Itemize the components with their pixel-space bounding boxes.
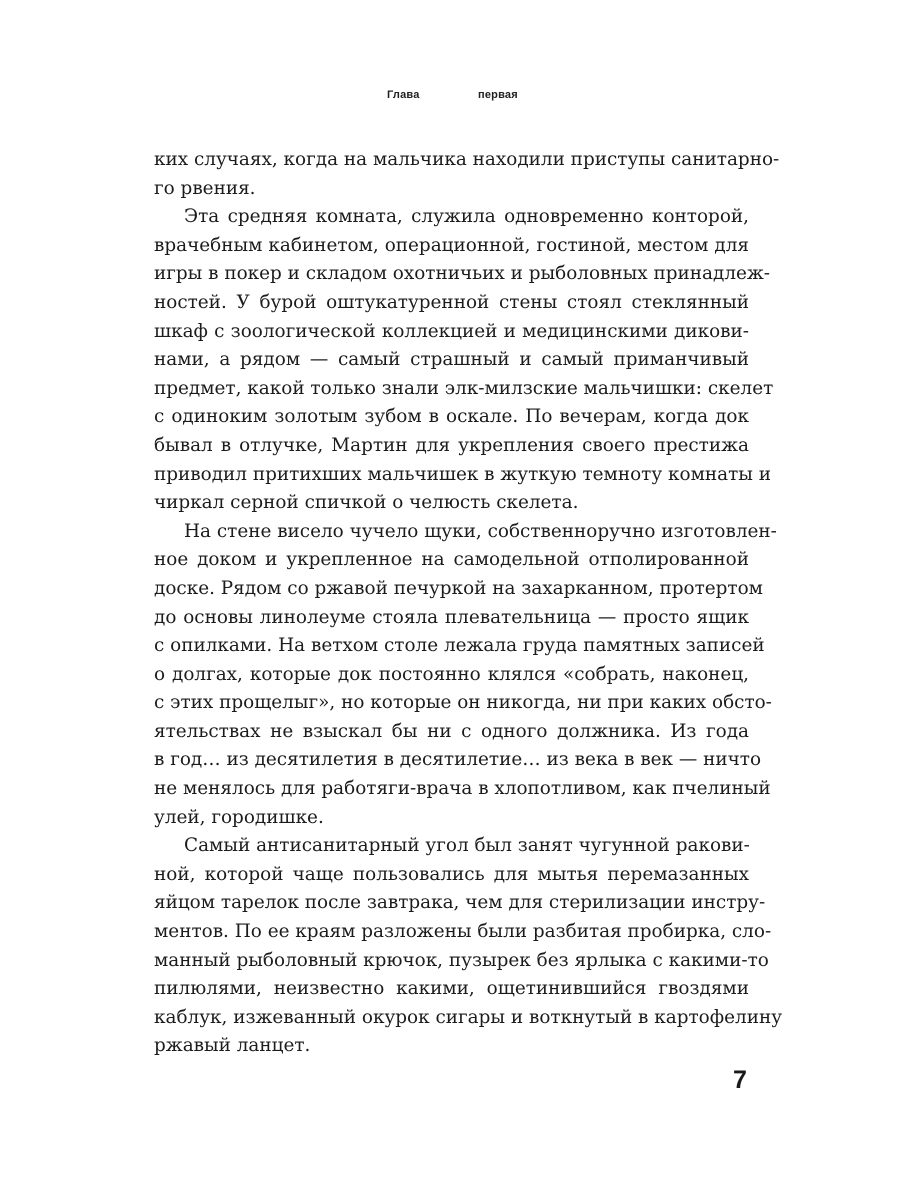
text-line: манный рыболовный крючок, пузырек без ярлыка с какими-то (154, 949, 769, 971)
text-line: в год… из десятилетия в десятилетие… из века в век — ничто (154, 749, 762, 771)
text-line: шкаф с зоологической коллекцией и медицинскими дикови- (154, 320, 749, 342)
body-text (154, 146, 783, 1061)
text-line: ностей. У бурой оштукатуренной стены стоял стеклянный (154, 291, 749, 313)
text-line: Эта средняя комната, служила одновременно конторой, (184, 206, 749, 228)
text-line: ких случаях, когда на мальчика находили приступы санитарно- (154, 149, 780, 170)
text-line: чиркал серной спичкой о челюсть скелета. (154, 492, 579, 514)
running-head-ordinal: первая (478, 89, 518, 101)
text-line: бывал в отлучке, Мартин для укрепления своего престижа (154, 434, 749, 456)
text-line: о долгах, которые док постоянно клялся «собрать, наконец, (154, 663, 749, 685)
text-line: каблук, изжеванный окурок сигары и воткнутый в картофелину (154, 1006, 783, 1028)
text-line: го рвения. (154, 177, 256, 199)
text-line: ржавый ланцет. (154, 1035, 311, 1057)
text-line: не менялось для работяги-врача в хлопотливом, как пчелиный (154, 778, 771, 800)
text-line: ное доком и укрепленное на самодельной отполированной (154, 549, 749, 571)
text-line: ной, которой чаще пользовались для мытья перемазанных (154, 863, 749, 885)
text-line: врачебным кабинетом, операционной, гостиной, местом для (154, 234, 749, 256)
text-line: до основы линолеуме стояла плевательница — просто ящик (154, 606, 749, 628)
text-line: игры в покер и складом охотничьих и рыболовных принадлеж- (154, 263, 771, 285)
text-line: Самый антисанитарный угол был занят чугунной ракови- (184, 835, 750, 857)
text-line: с опилками. На ветхом столе лежала груда памятных записей (154, 635, 765, 657)
text-line: нами, а рядом — самый страшный и самый приманчивый (154, 349, 749, 371)
text-line: с одиноким золотым зубом в оскале. По вечерам, когда док (154, 406, 749, 428)
text-line: предмет, какой только знали элк-милзские мальчишки: скелет (154, 377, 774, 399)
text-line: На стене висело чучело щуки, собственноручно изготовлен- (184, 520, 777, 542)
text-line: ятельствах не взыскал бы ни с одного должника. Из года (154, 720, 749, 742)
running-head-chapter: Глава (387, 89, 420, 101)
text-line: яйцом тарелок после завтрака, чем для стерилизации инстру- (154, 892, 766, 914)
text-line: с этих прощелыг», но которые он никогда, ни при каких обсто- (154, 692, 772, 714)
text-line: улей, городишке. (154, 806, 324, 828)
text-line: ментов. По ее краям разложены были разбитая пробирка, сло- (154, 921, 772, 943)
text-line: доске. Рядом со ржавой печуркой на захарканном, протертом (154, 577, 763, 599)
page-number: 7 (733, 1066, 747, 1094)
text-line: пилюлями, неизвестно какими, ощетинившийся гвоздями (154, 978, 749, 1000)
text-line: приводил притихших мальчишек в жуткую темноту комнаты и (154, 463, 772, 485)
